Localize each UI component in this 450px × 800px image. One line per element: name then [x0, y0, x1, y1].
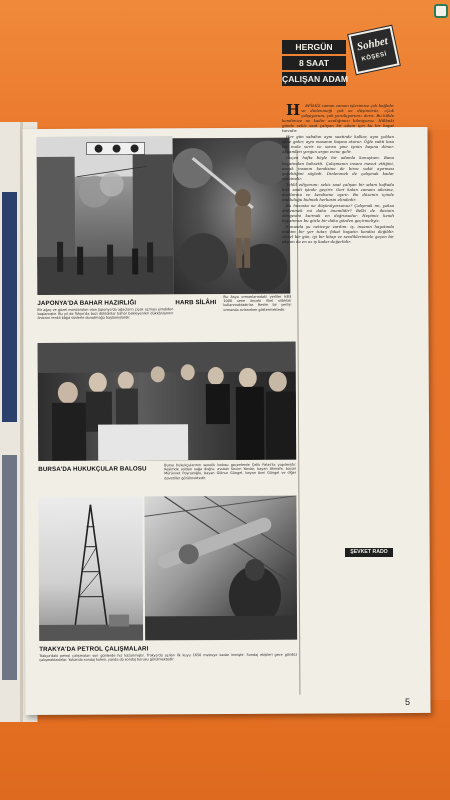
thrace-caption-text: Trakya'daki petrol çalışmaları son günlerde hız kazanmıştır. Trakya'da açılan ilk kuyu 1650 metreye kadar inmiştir. Sondaj ekipleri gece gündüz çalışmaktadırlar. Yukarıda sondaj kulesi, yanda da sondaj borusu görülmektedir.: [39, 652, 298, 663]
underlying-page-blue-print: [2, 192, 17, 422]
article-paragraph-text: EPİMİZ zaman zaman işlerimize çok bağlıdır ve dinlenmeği çok az düşünürüz. «Çok çalışıyorum, çok yoruluyorum» deriz. Bu hâlde kendimize ne kadar acıdığımızı bilmiyoruz. Hâlbuki günde sekiz saat çalışan bir adam için bu bir hayat tarzıdır.: [282, 103, 394, 134]
oil-derrick-illustration: [38, 496, 143, 641]
bursa-ball-photo: [38, 342, 297, 461]
article-title-line-2: 8 SAAT: [282, 56, 346, 70]
article-title: [282, 40, 349, 96]
page-number: 5: [405, 697, 411, 707]
oil-pipe-photo: [144, 496, 297, 641]
article-paragraph: Bu hususta ne düşünüyorsunuz? Çalışmak mı, yoksa dinlenmek mi daha önemlidir? Belki de ikisinin dengesini kurmak en doğrusudur. Hepimiz kendi hayatımızı bu gözle bir daha gözden geçirmeliyiz.: [282, 202, 394, 224]
japan-caption-title: JAPONYA'DA BAHAR HAZIRLIĞI: [37, 299, 137, 307]
logo-caps-text: KÖŞESİ: [361, 51, 388, 63]
bursa-caption-title: BURSA'DA HUKUKÇULAR BALOSU: [38, 465, 147, 473]
orange-background-bottom: [0, 700, 450, 800]
war-caption-title: HARB SİLÂHI: [175, 299, 217, 307]
article-title-line-3: ÇALIŞAN ADAM: [282, 74, 349, 84]
article-paragraph: Geçen hafta böyle bir adamla konuştum. Bana hayatından bahsetti. Çalışmanın insanı mesut ettiğini, ancak insanın kendisine de biraz vakit ayırması gerektiğini söyledi. Dinlenmek de çalışmak kadar mühimdir.: [282, 155, 394, 181]
oil-pipe-illustration: [144, 496, 297, 641]
article-title-line-1: HERGÜN: [282, 40, 346, 54]
bursa-caption-text: Bursa hukukçularının senelik balosu geçenlerde Çelik Palas'ta yapılmıştır. Resimde soldan sağa doğru: avukat Sevim Yardar, bayan Akmafe, bayan Mürüvvet Poyrazoğlu, bayan Gülnur Güngel, bayan Avni Güngel ve diğer davetliler görülmektedir.: [164, 462, 297, 480]
article-paragraph: [282, 103, 394, 133]
japan-street-photo: [37, 136, 174, 295]
corner-logo-icon: [434, 4, 448, 18]
article-paragraph: Her gün sabahın aynı saatinde kalkar, aynı yoldan işine gider, aynı masanın başına oturur. Öğle vakti kısa bir mola verir ve sonra yine işinin başına döner. Akşamları yorgun argın evine gelir.: [282, 134, 394, 155]
article-dropcap: H: [286, 103, 301, 119]
war-caption-text: Bu Asya ormanlarındaki yerliler hâlâ 1000 sene önceki ilkel silâhları kullanmaktadırlar. Resim bir yerliyi ormanda avlanırken göstermektedir.: [223, 294, 292, 312]
oil-derrick-photo: [38, 496, 143, 641]
underlying-page-grey-print: [2, 455, 17, 680]
article-body: [282, 103, 394, 550]
japan-caption-text: Bir ağaç ve güzel manzaraları olan Japonya'da ağaçların çiçek açması şimdiden başlamıştır. Bu yıl da Tokyo'da bazı dükkânlar bahar bekleyenleri dükkânlarının önlerini renkli kâğıt süslerle donatmağa başlamışlardır.: [37, 307, 174, 321]
article-paragraph: Sonunda şu neticeye vardım: iş, insanın hayatında mühim bir yer tutar, fakat hayatın kendisi değildir. Güzel bir gün, iyi bir kitap ve sevdiklerimizle geçen bir akşam da en az iş kadar değerlidir.: [282, 224, 394, 245]
jungle-warrior-illustration: [173, 138, 291, 295]
article-paragraph: Tahlil ediyorum: sekiz saat çalışan bir adam haftada kırk saati işinde geçirir. Geri kalan zamanı ailesine, dostlarına ve kendisine ayırır. Bu düzenin içinde mutluluğu bulmak herkesin elindedir.: [282, 181, 394, 202]
thrace-caption-title: TRAKYA'DA PETROL ÇALIŞMALARI: [39, 645, 149, 653]
japan-street-illustration: [37, 136, 174, 295]
author-signature: ŞEVKET RADO: [345, 548, 393, 557]
banquet-illustration: [38, 342, 297, 461]
jungle-warrior-photo: [173, 138, 291, 295]
logo-script-text: Sohbet: [355, 35, 389, 54]
